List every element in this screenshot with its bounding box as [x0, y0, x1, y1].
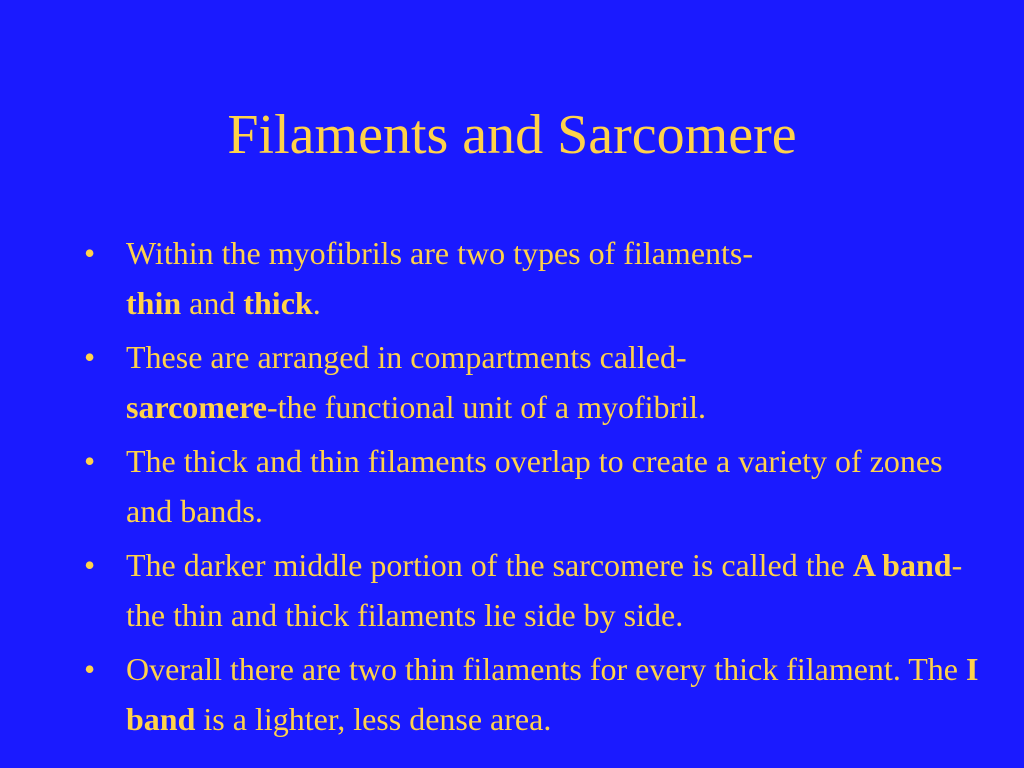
bullet-text: Overall there are two thin filaments for every thick filament. The — [126, 651, 966, 687]
bold-term-thin: thin — [126, 285, 182, 321]
bullet-list — [84, 228, 984, 748]
bullet-item-4 — [84, 540, 984, 640]
bullet-text: -the functional unit of a myofibril. — [266, 389, 706, 425]
bold-term-thick: thick — [243, 285, 313, 321]
bold-term-sarcomere: sarcomere — [126, 389, 267, 425]
bullet-marker: • — [84, 443, 96, 479]
bullet-marker: • — [84, 339, 96, 375]
bullet-item-3 — [84, 436, 984, 536]
bullet-marker: • — [84, 651, 96, 687]
bold-term-i-band: I band — [126, 651, 979, 737]
slide-title: Filaments and Sarcomere — [227, 104, 797, 166]
bullet-marker: • — [84, 235, 96, 271]
bullet-item-1 — [84, 228, 984, 328]
bullet-item-5 — [84, 644, 984, 744]
bold-term-a-band: A band — [852, 547, 952, 583]
bullet-text: The darker middle portion of the sarcomere is called the — [126, 547, 853, 583]
bullet-text: and — [181, 285, 244, 321]
bullet-text: . — [312, 285, 321, 321]
bullet-text: is a lighter, less dense area. — [195, 701, 552, 737]
bullet-marker: • — [84, 547, 96, 583]
bullet-text: These are arranged in compartments called- — [126, 339, 687, 375]
bullet-text: Within the myofibrils are two types of filaments- — [126, 235, 754, 271]
bullet-item-2 — [84, 332, 984, 432]
bullet-text: The thick and thin filaments overlap to create a variety of zones and bands. — [126, 443, 943, 529]
bullet-text: -the thin and thick filaments lie side by side. — [126, 547, 963, 633]
